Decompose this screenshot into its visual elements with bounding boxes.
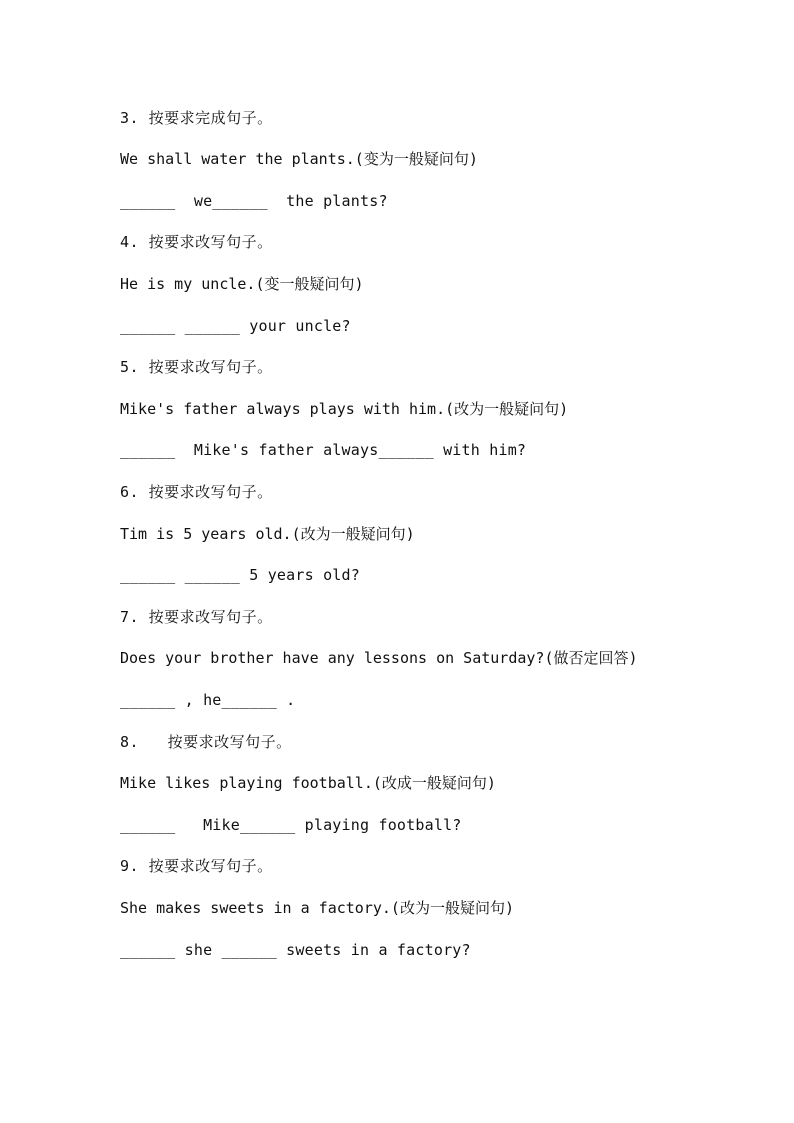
question-9-answer-line: ______ she ______ sweets in a factory? <box>120 941 471 959</box>
question-5-prompt: Mike's father always plays with him.(改为一般疑问句) <box>120 400 569 418</box>
question-7-prompt: Does your brother have any lessons on Saturday?(做否定回答) <box>120 649 638 667</box>
question-7-answer-line: ______ , he______ . <box>120 691 296 709</box>
question-5-heading: 5. 按要求改写句子。 <box>120 358 273 376</box>
question-6-answer-line: ______ ______ 5 years old? <box>120 566 360 584</box>
question-9-prompt: She makes sweets in a factory.(改为一般疑问句) <box>120 899 514 917</box>
question-9-heading: 9. 按要求改写句子。 <box>120 857 273 875</box>
question-7-heading: 7. 按要求改写句子。 <box>120 608 273 626</box>
question-6-prompt: Tim is 5 years old.(改为一般疑问句) <box>120 525 415 543</box>
question-4-prompt: He is my uncle.(变一般疑问句) <box>120 275 364 293</box>
question-3-prompt: We shall water the plants.(变为一般疑问句) <box>120 150 478 168</box>
question-5-answer-line: ______ Mike's father always______ with him? <box>120 441 527 459</box>
question-6-heading: 6. 按要求改写句子。 <box>120 483 273 501</box>
question-4-answer-line: ______ ______ your uncle? <box>120 317 351 335</box>
question-3-answer-line: ______ we______ the plants? <box>120 192 388 210</box>
question-3-heading: 3. 按要求完成句子。 <box>120 109 273 127</box>
question-8-heading: 8. 按要求改写句子。 <box>120 733 292 751</box>
question-8-prompt: Mike likes playing football.(改成一般疑问句) <box>120 774 496 792</box>
question-8-answer-line: ______ Mike______ playing football? <box>120 816 462 834</box>
question-4-heading: 4. 按要求改写句子。 <box>120 233 273 251</box>
